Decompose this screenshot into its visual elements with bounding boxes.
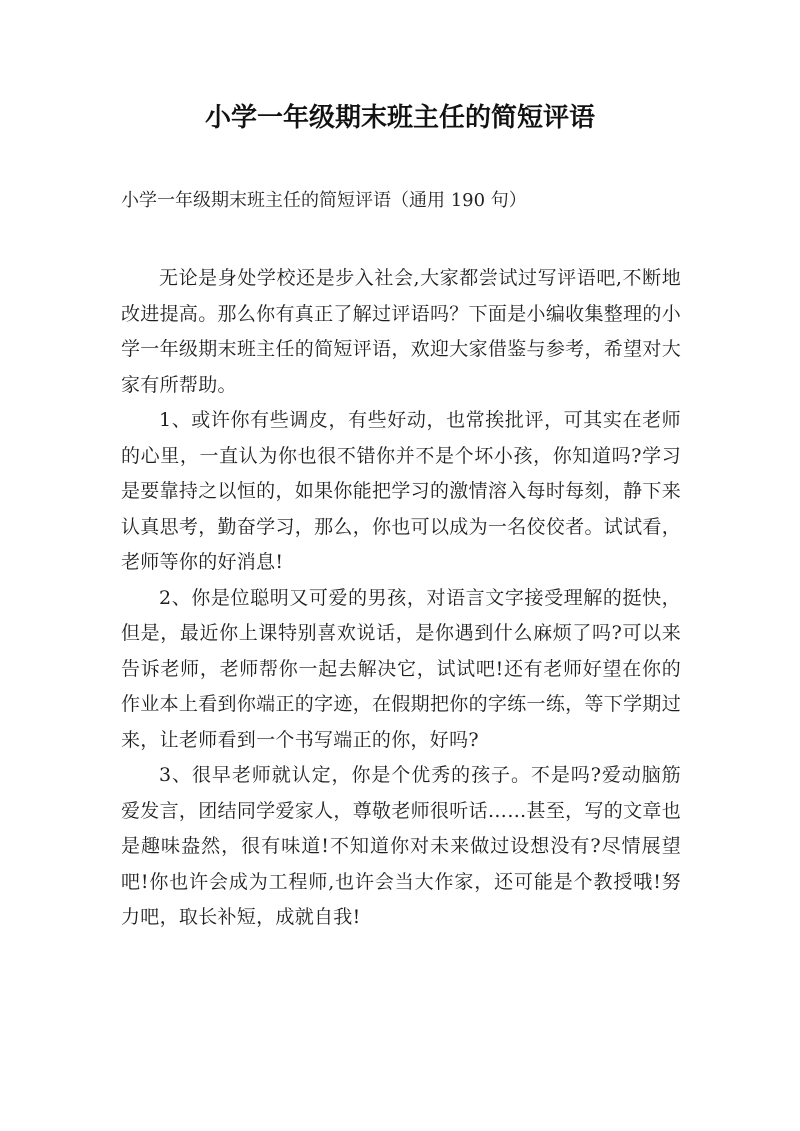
document-subtitle: 小学一年级期末班主任的简短评语（通用 190 句）: [121, 190, 527, 211]
comment-paragraph-1: 1、或许你有些调皮，有些好动，也常挨批评，可其实在老师的心里，一直认为你也很不错你并不是个坏小孩，你知道吗?学习是要靠持之以恒的，如果你能把学习的激情溶入每时每刻，静下来认真思考，勤奋学习，那么，你也可以成为一名佼佼者。试试看，老师等你的好消息!: [121, 409, 681, 573]
comment-paragraph-2: 2、你是位聪明又可爱的男孩，对语言文字接受理解的挺快，但是，最近你上课特别喜欢说话，是你遇到什么麻烦了吗?可以来告诉老师，老师帮你一起去解决它，试试吧!还有老师好望在你的作业本上看到你端正的字迹，在假期把你的字练一练，等下学期过来，让老师看到一个书写端正的你，好吗?: [121, 586, 681, 751]
document-body: [121, 261, 681, 936]
comment-paragraph-3: 3、很早老师就认定，你是个优秀的孩子。不是吗?爱动脑筋爱发言，团结同学爱家人，尊敬老师很听话……甚至，写的文章也是趣味盎然，很有味道!不知道你对未来做过设想没有?尽情展望吧!你也许会成为工程师,也许会当大作家，还可能是个教授哦!努力吧，取长补短，成就自我!: [121, 764, 681, 928]
document-title: 小学一年级期末班主任的简短评语: [204, 103, 595, 133]
intro-paragraph: 无论是身处学校还是步入社会,大家都尝试过写评语吧,不断地改进提高。那么你有真正了解过评语吗？下面是小编收集整理的小学一年级期末班主任的简短评语，欢迎大家借鉴与参考，希望对大家有所帮助。: [121, 267, 681, 396]
